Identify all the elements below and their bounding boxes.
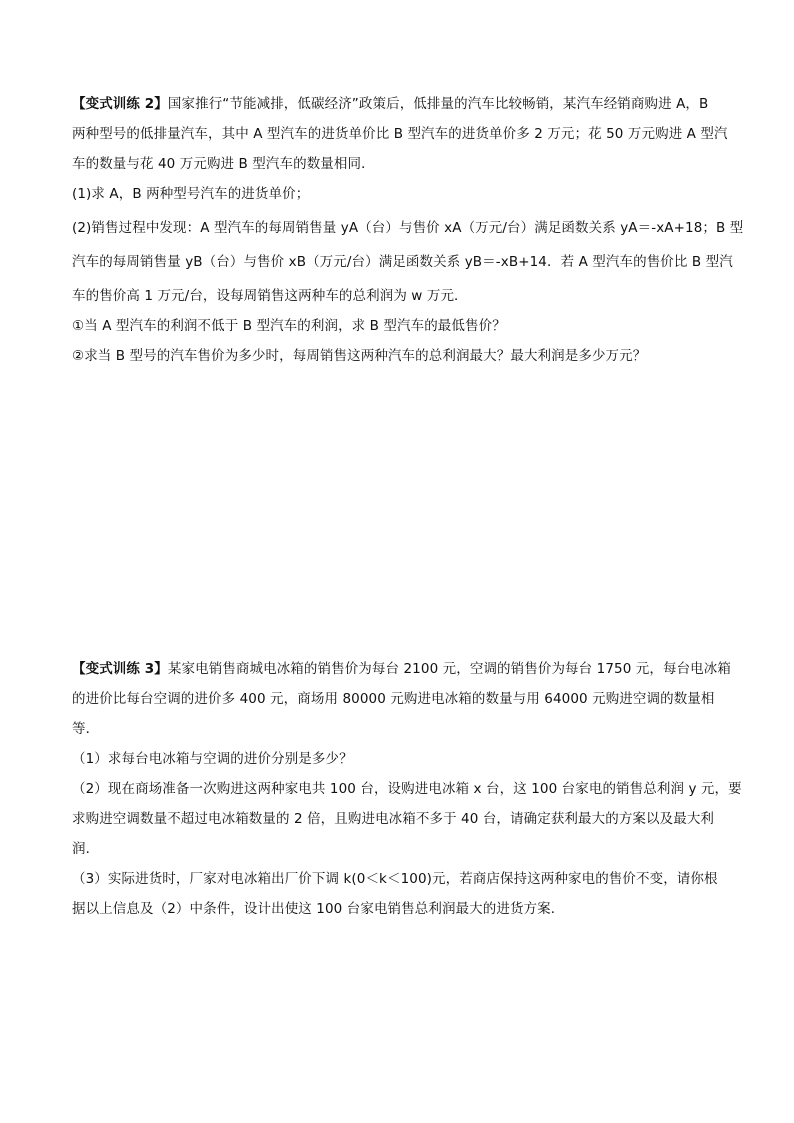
problem-1-question-2-line-1: (2)销售过程中发现：A 型汽车的每周销售量 yA（台）与售价 xA（万元/台）满足函数关系 yA＝-xA+18；B 型 xyxy=(72,220,744,236)
problem-1-line-2: 两种型号的低排量汽车，其中 A 型汽车的进货单价比 B 型汽车的进货单价多 2 万元；花 50 万元购进 A 型汽 xyxy=(72,126,728,142)
problem-2-tag: 【变式训练 3】 xyxy=(72,661,168,677)
problem-variant-training-3 xyxy=(72,658,742,920)
problem-1-question-2-line-3: 车的售价高 1 万元/台，设每周销售这两种车的总利润为 w 万元． xyxy=(72,288,468,304)
problem-2-question-1: （1）求每台电冰箱与空调的进价分别是多少？ xyxy=(72,751,353,767)
problem-1-text: 国家推行“节能减排，低碳经济”政策后，低排量的汽车比较畅销，某汽车经销商购进 A，B xyxy=(167,96,709,112)
problem-variant-training-2 xyxy=(72,93,744,367)
problem-2-line-3: 等． xyxy=(72,721,100,737)
problem-1-line-1 xyxy=(72,93,724,115)
problem-1-question-1: (1)求 A，B 两种型号汽车的进货单价； xyxy=(72,186,310,202)
problem-1-subquestion-1: ①当 A 型汽车的利润不低于 B 型汽车的利润，求 B 型汽车的最低售价？ xyxy=(72,318,506,334)
problem-2-question-2-line-1: （2）现在商场准备一次购进这两种家电共 100 台，设购进电冰箱 x 台，这 100 台家电的销售总利润 y 元，要 xyxy=(72,781,742,797)
problem-2-question-2-line-2: 求购进空调数量不超过电冰箱数量的 2 倍，且购进电冰箱不多于 40 台，请确定获利最大的方案以及最大利 xyxy=(72,811,715,827)
problem-1-subquestion-2: ②求当 B 型号的汽车售价为多少时，每周销售这两种汽车的总利润最大？最大利润是多少万元？ xyxy=(72,348,647,364)
problem-2-question-3-line-1: （3）实际进货时，厂家对电冰箱出厂价下调 k(0＜k＜100)元，若商店保持这两种家电的售价不变，请你根 xyxy=(72,871,718,887)
problem-1-tag: 【变式训练 2】 xyxy=(72,96,168,112)
problem-1-line-3: 车的数量与花 40 万元购进 B 型汽车的数量相同． xyxy=(72,156,375,172)
problem-2-question-2-line-3: 润． xyxy=(72,841,100,857)
problem-2-line-2: 的进价比每台空调的进价多 400 元，商场用 80000 元购进电冰箱的数量与用 64000 元购进空调的数量相 xyxy=(72,691,715,707)
problem-2-text: 某家电销售商城电冰箱的销售价为每台 2100 元，空调的销售价为每台 1750 元，每台电冰箱 xyxy=(167,661,731,677)
problem-2-line-1 xyxy=(72,658,731,680)
problem-2-question-3-line-2: 据以上信息及（2）中条件，设计出使这 100 台家电销售总利润最大的进货方案． xyxy=(72,901,565,917)
problem-1-question-2-line-2: 汽车的每周销售量 yB（台）与售价 xB（万元/台）满足函数关系 yB＝-xB+14．若 A 型汽车的售价比 B 型汽 xyxy=(72,254,733,270)
